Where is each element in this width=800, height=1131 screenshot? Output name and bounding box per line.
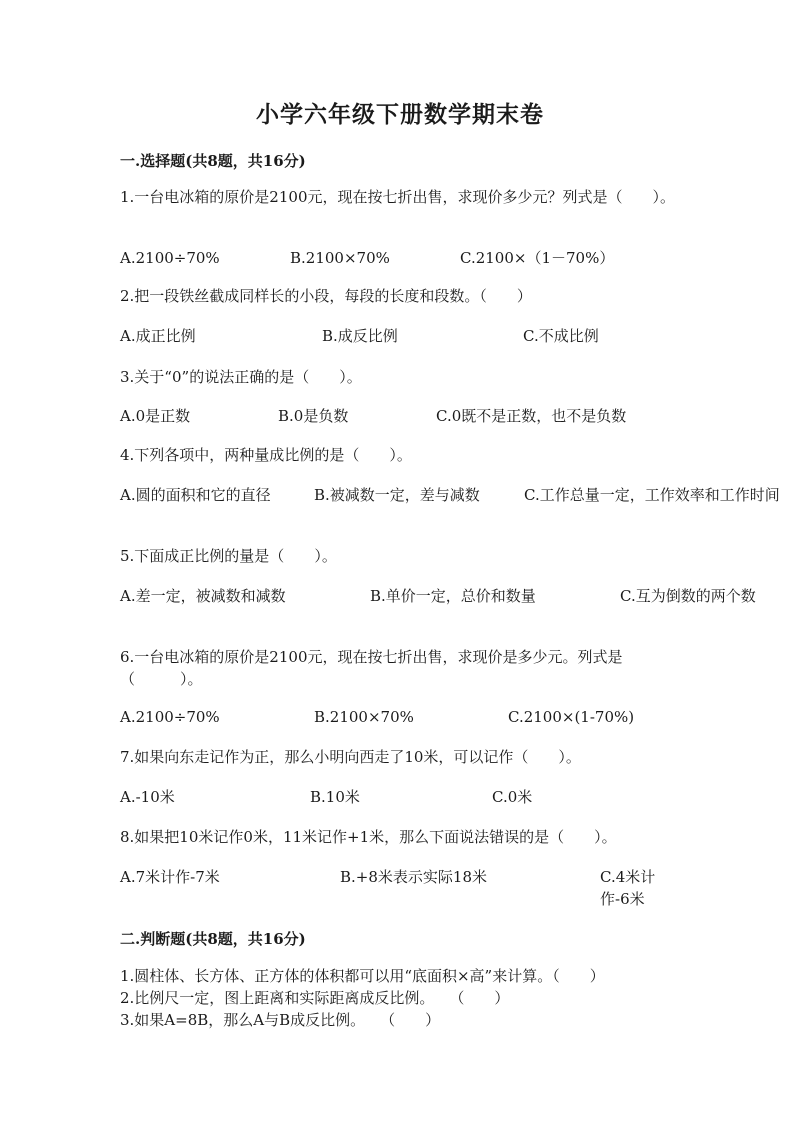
- question-5: 5.下面成正比例的量是（ ）。: [120, 547, 337, 565]
- q2-option-c: C.不成比例: [523, 327, 599, 345]
- judgement-item-2: 2.比例尺一定，图上距离和实际距离成反比例。 （ ）: [120, 989, 510, 1007]
- q3-option-b: B.0是负数: [278, 407, 349, 425]
- question-3: 3.关于“0”的说法正确的是（ ）。: [120, 368, 362, 386]
- judgement-item-3: 3.如果A=8B，那么A与B成反比例。 （ ）: [120, 1011, 441, 1029]
- q4-option-b: B.被减数一定，差与减数: [314, 486, 480, 504]
- q6-option-b: B.2100×70%: [314, 708, 414, 726]
- judgement-item-1: 1.圆柱体、长方体、正方体的体积都可以用“底面积×高”来计算。（ ）: [120, 967, 605, 985]
- section-heading-judgement: 二.判断题(共8题，共16分): [120, 930, 306, 948]
- q7-option-b: B.10米: [310, 788, 360, 806]
- question-4: 4.下列各项中，两种量成比例的是（ ）。: [120, 446, 412, 464]
- section-heading-choice: 一.选择题(共8题，共16分): [120, 152, 306, 170]
- q6-option-a: A.2100÷70%: [120, 708, 220, 726]
- question-6: 6.一台电冰箱的原价是2100元，现在按七折出售，求现价是多少元。列式是（ ）。: [120, 648, 623, 688]
- question-2: 2.把一段铁丝截成同样长的小段，每段的长度和段数。（ ）: [120, 287, 532, 305]
- q2-option-a: A.成正比例: [120, 327, 196, 345]
- q3-option-c: C.0既不是正数，也不是负数: [436, 407, 627, 425]
- q8-option-a: A.7米计作-7米: [120, 868, 220, 886]
- q8-option-c: C.4米计作-6米: [600, 868, 656, 908]
- q6-option-c: C.2100×(1-70%): [508, 708, 635, 726]
- q1-option-c: C.2100×（1－70%）: [460, 249, 615, 267]
- question-8: 8.如果把10米记作0米，11米记作+1米，那么下面说法错误的是（ ）。: [120, 828, 617, 846]
- q5-option-c: C.互为倒数的两个数: [620, 587, 756, 605]
- q4-option-a: A.圆的面积和它的直径: [120, 486, 271, 504]
- q5-option-a: A.差一定，被减数和减数: [120, 587, 286, 605]
- question-1: 1.一台电冰箱的原价是2100元，现在按七折出售，求现价多少元？列式是（ ）。: [120, 188, 675, 206]
- question-7: 7.如果向东走记作为正，那么小明向西走了10米，可以记作（ ）。: [120, 748, 581, 766]
- q2-option-b: B.成反比例: [322, 327, 398, 345]
- q7-option-c: C.0米: [492, 788, 533, 806]
- q3-option-a: A.0是正数: [120, 407, 191, 425]
- q1-option-a: A.2100÷70%: [120, 249, 220, 267]
- page-title: 小学六年级下册数学期末卷: [256, 101, 544, 128]
- q4-option-c: C.工作总量一定，工作效率和工作时间: [524, 486, 780, 504]
- q7-option-a: A.-10米: [120, 788, 175, 806]
- q1-option-b: B.2100×70%: [290, 249, 390, 267]
- q8-option-b: B.+8米表示实际18米: [340, 868, 487, 886]
- q5-option-b: B.单价一定，总价和数量: [370, 587, 536, 605]
